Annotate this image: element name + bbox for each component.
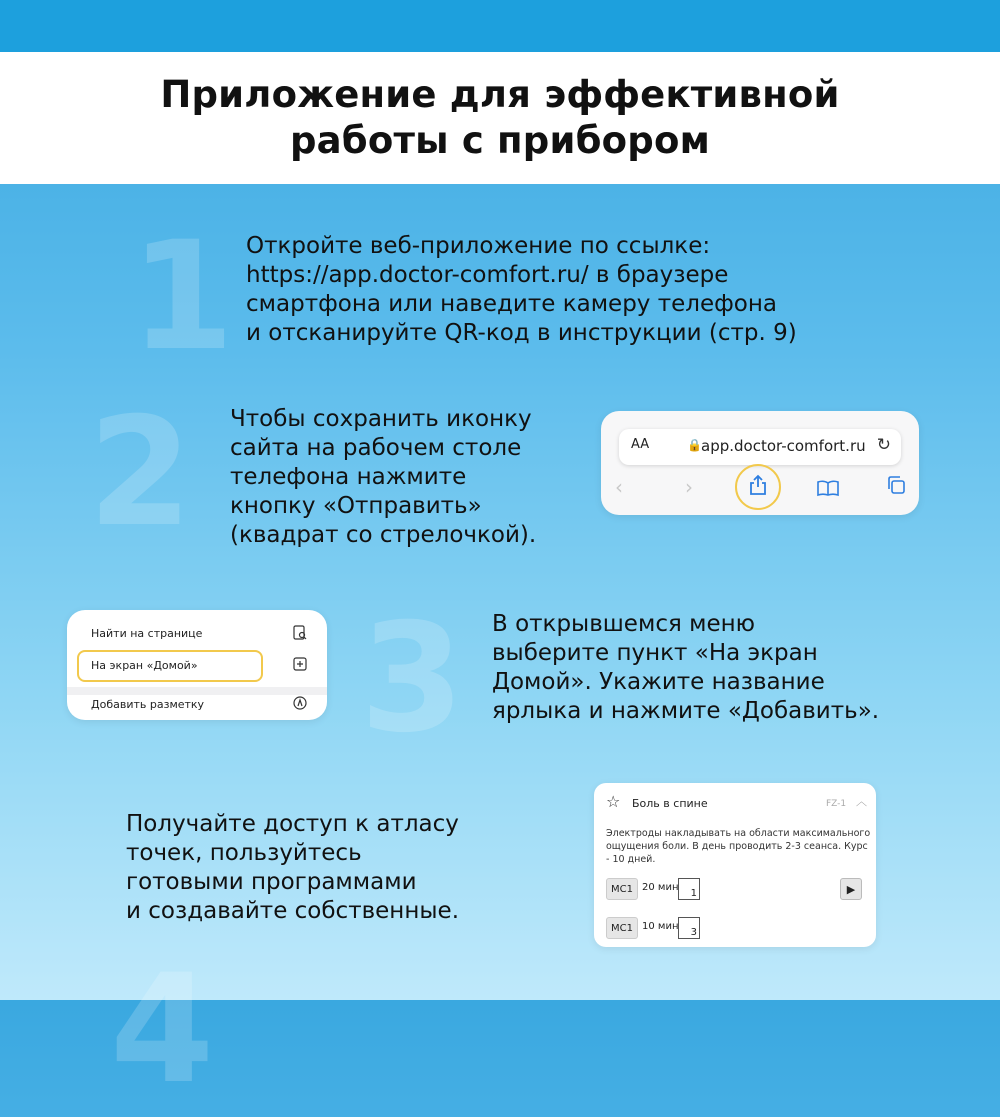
mode-badge: МС1 xyxy=(606,917,638,939)
page-title: Приложение для эффективной работы с прибором xyxy=(160,73,840,162)
text-size-button[interactable]: AA xyxy=(631,437,650,452)
play-button[interactable]: ▶ xyxy=(840,878,862,900)
step-3-number: 3 xyxy=(360,592,465,766)
program-code: FZ-1 xyxy=(826,799,847,809)
step-4-number: 4 xyxy=(110,943,215,1117)
bookmarks-icon[interactable] xyxy=(817,477,839,501)
electrode-position-icon: 1 xyxy=(678,878,700,900)
back-icon[interactable]: ‹ xyxy=(615,475,623,499)
mode-badge: МС1 xyxy=(606,878,638,900)
search-page-icon xyxy=(293,625,307,644)
browser-card xyxy=(601,411,919,515)
star-icon[interactable]: ☆ xyxy=(606,792,621,811)
step-3-text: В открывшемся меню выберите пункт «На экран Домой». Укажите название ярлыка и нажмите «Добавить». xyxy=(492,611,880,724)
step-1-number: 1 xyxy=(130,210,235,384)
step-2-number: 2 xyxy=(88,386,193,560)
program-card xyxy=(594,783,876,947)
duration-label: 20 мин xyxy=(642,882,679,893)
address-bar[interactable] xyxy=(619,429,901,465)
program-title: Боль в спине xyxy=(632,797,708,810)
electrode-position-icon: 3 xyxy=(678,917,700,939)
share-menu-card xyxy=(67,610,327,720)
step-4-text: Получайте доступ к атласу точек, пользуйтесь готовыми программами и создавайте собственные. xyxy=(126,811,460,924)
header xyxy=(0,52,1000,184)
chevron-up-icon[interactable]: ︿ xyxy=(856,795,867,808)
forward-icon[interactable]: › xyxy=(685,475,693,499)
markup-icon xyxy=(293,696,307,713)
menu-separator xyxy=(67,687,327,695)
lock-icon: 🔒 xyxy=(687,438,702,452)
top-band xyxy=(0,0,1000,52)
add-square-icon xyxy=(293,657,307,674)
share-icon[interactable] xyxy=(749,475,767,500)
step-1-text: Откройте веб-приложение по ссылке: https://app.doctor-comfort.ru/ в браузере смартфона или наведите камеру телефона и отсканируйте QR-код в инструкции (стр. 9) xyxy=(246,233,797,346)
reload-icon[interactable]: ↻ xyxy=(876,435,891,455)
url-text: app.doctor-comfort.ru xyxy=(701,437,866,455)
menu-item-add-home[interactable]: На экран «Домой» xyxy=(77,654,317,678)
step-2-text: Чтобы сохранить иконку сайта на рабочем столе телефона нажмите кнопку «Отправить» (квадрат со стрелочкой). xyxy=(230,406,537,548)
duration-label: 10 мин xyxy=(642,921,679,932)
program-description: Электроды накладывать на области максимального ощущения боли. В день проводить 2-3 сеанса. Курс - 10 дней. xyxy=(606,828,871,865)
menu-item-find[interactable]: Найти на странице xyxy=(77,622,317,646)
menu-item-markup[interactable]: Добавить разметку xyxy=(77,696,317,716)
tabs-icon[interactable] xyxy=(887,475,905,499)
